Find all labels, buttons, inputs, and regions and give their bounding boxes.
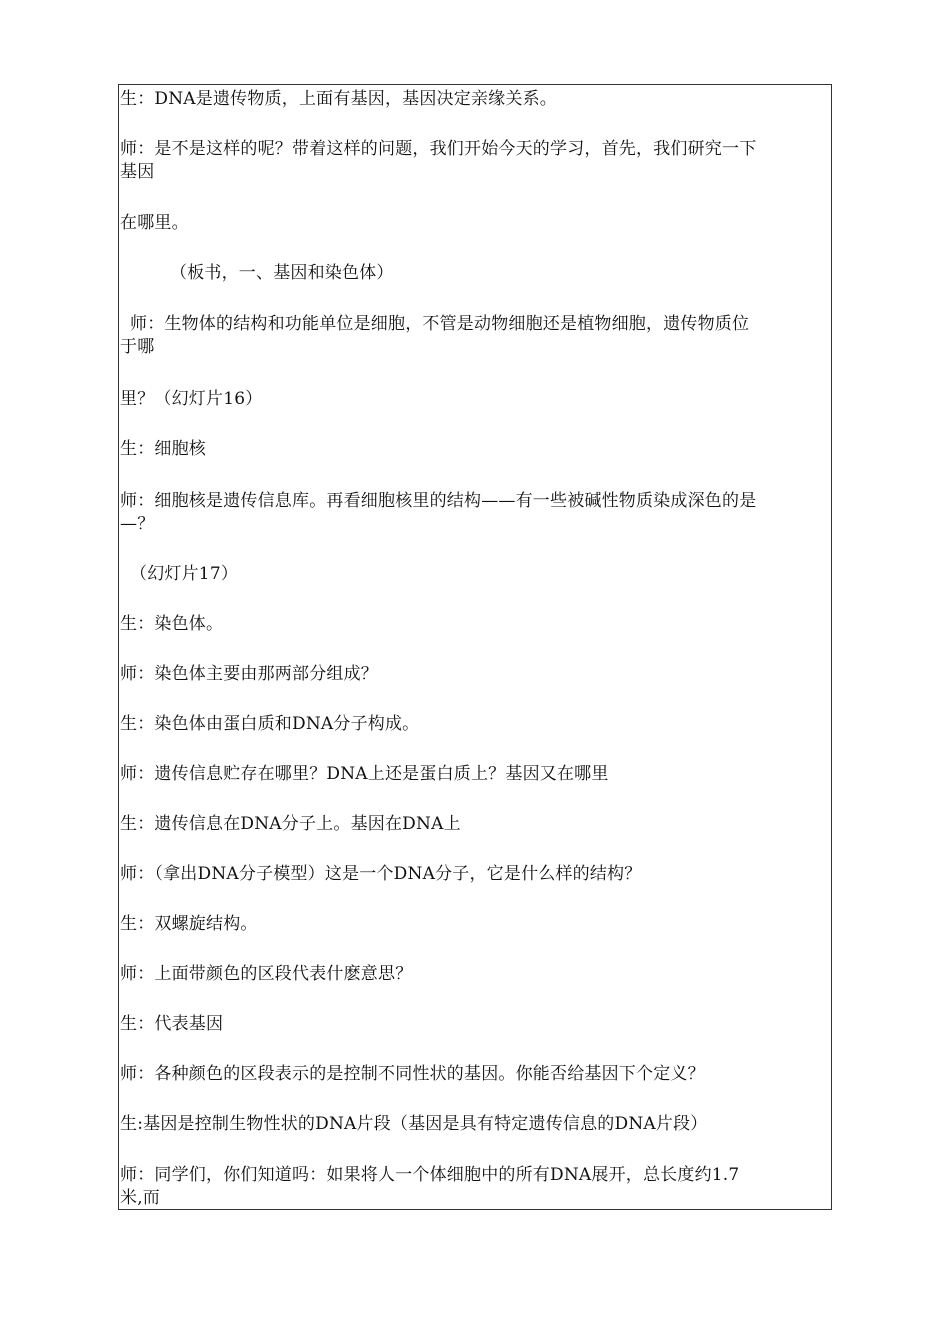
text-line: 生：双螺旋结构。: [120, 914, 258, 934]
text-line: —？: [120, 514, 155, 534]
document-frame: [118, 84, 832, 1210]
text-line: 生：细胞核: [120, 439, 206, 459]
text-line: 生：遗传信息在DNA分子上。基因在DNA上: [120, 814, 461, 834]
text-line: 基因: [120, 162, 155, 182]
text-line: 生：染色体由蛋白质和DNA分子构成。: [120, 714, 420, 734]
text-line: 于哪: [120, 337, 155, 357]
text-line: 师：生物体的结构和功能单位是细胞，不管是动物细胞还是植物细胞，遗传物质位: [130, 314, 750, 334]
text-line: 师：是不是这样的呢？带着这样的问题，我们开始今天的学习，首先，我们研究一下: [120, 139, 757, 159]
text-line: 生：DNA是遗传物质，上面有基因，基因决定亲缘关系。: [120, 89, 557, 109]
text-line: （幻灯片17）: [130, 564, 239, 584]
text-line: 师：细胞核是遗传信息库。再看细胞核里的结构——有一些被碱性物质染成深色的是: [120, 491, 757, 511]
text-line: 师：上面带颜色的区段代表什麽意思？: [120, 964, 413, 984]
text-line: 师：染色体主要由那两部分组成？: [120, 664, 378, 684]
text-line: 师：各种颜色的区段表示的是控制不同性状的基因。你能否给基因下个定义？: [120, 1064, 705, 1084]
text-line: 生：染色体。: [120, 614, 224, 634]
text-line: 师：（拿出DNA分子模型）这是一个DNA分子，它是什么样的结构？: [120, 864, 642, 884]
text-line: 在哪里。: [120, 213, 189, 233]
text-line: 生:基因是控制生物性状的DNA片段（基因是具有特定遗传信息的DNA片段）: [120, 1114, 708, 1134]
text-line: 里？（幻灯片16）: [120, 389, 263, 409]
text-line: 米,而: [120, 1188, 161, 1208]
text-line: 师：同学们，你们知道吗：如果将人一个体细胞中的所有DNA展开，总长度约1.7: [120, 1165, 740, 1185]
text-line: 生：代表基因: [120, 1014, 224, 1034]
text-line: 师：遗传信息贮存在哪里？DNA上还是蛋白质上？基因又在哪里: [120, 764, 609, 784]
text-line-indented: （板书，一、基因和染色体）: [170, 263, 394, 283]
